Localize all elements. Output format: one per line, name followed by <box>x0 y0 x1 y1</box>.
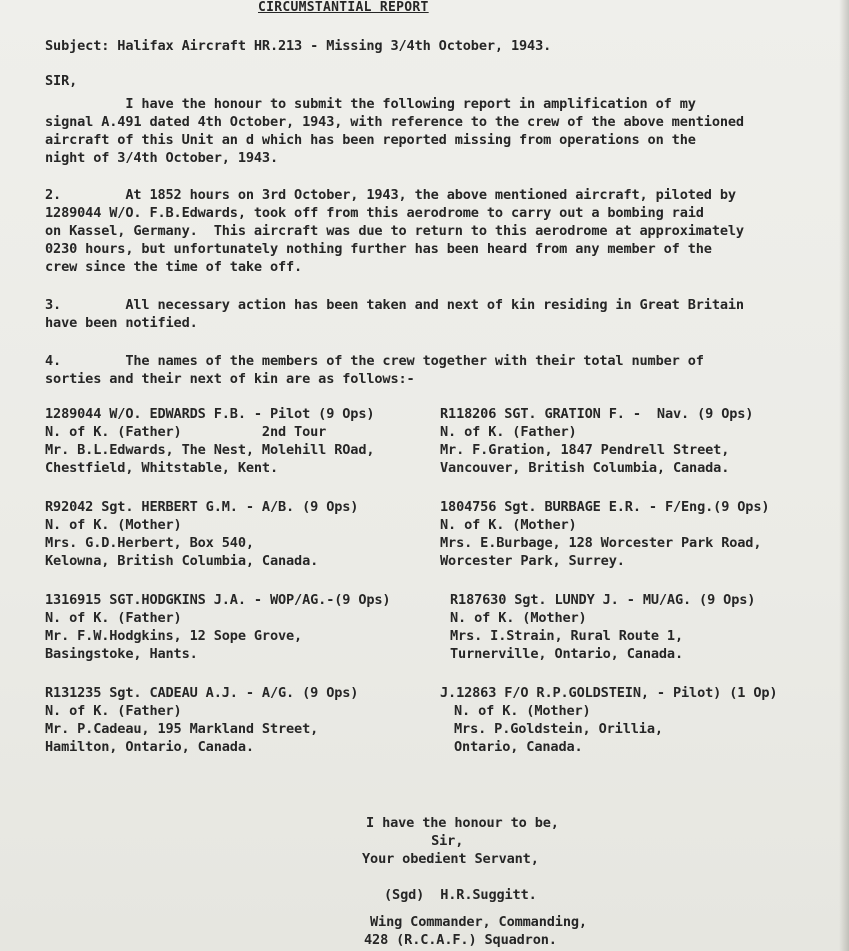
paragraph-line: 0230 hours, but unfortunately nothing further has been heard from any member of the <box>45 241 712 257</box>
page-edge-shadow <box>839 0 849 951</box>
crew-line: Turnerville, Ontario, Canada. <box>450 646 683 662</box>
crew-line: 1316915 SGT.HODGKINS J.A. - WOP/AG.-(9 Ops) <box>45 592 391 608</box>
closing-line: Your obedient Servant, <box>362 851 539 867</box>
crew-line: N. of K. (Father) <box>45 703 182 719</box>
paragraph-line: on Kassel, Germany. This aircraft was due to return to this aerodrome at approximately <box>45 223 744 239</box>
crew-line: 1289044 W/O. EDWARDS F.B. - Pilot (9 Ops) <box>45 406 375 422</box>
crew-line: Kelowna, British Columbia, Canada. <box>45 553 319 569</box>
crew-line: N. of K. (Mother) <box>45 517 182 533</box>
crew-line: N. of K. (Mother) <box>454 703 591 719</box>
paragraph-line: 1289044 W/O. F.B.Edwards, took off from this aerodrome to carry out a bombing raid <box>45 205 704 221</box>
crew-line: Mr. F.Gration, 1847 Pendrell Street, <box>440 442 730 458</box>
crew-line: Mrs. I.Strain, Rural Route 1, <box>450 628 683 644</box>
paragraph-line: I have the honour to submit the following report in amplification of my <box>45 96 696 112</box>
paragraph-line: aircraft of this Unit an d which has been reported missing from operations on the <box>45 132 696 148</box>
crew-line: R131235 Sgt. CADEAU A.J. - A/G. (9 Ops) <box>45 685 359 701</box>
crew-line: Mrs. P.Goldstein, Orillia, <box>454 721 663 737</box>
crew-line: R118206 SGT. GRATION F. - Nav. (9 Ops) <box>440 406 754 422</box>
crew-line: N. of K. (Father) 2nd Tour <box>45 424 327 440</box>
crew-line: Mr. F.W.Hodgkins, 12 Sope Grove, <box>45 628 303 644</box>
crew-line: Hamilton, Ontario, Canada. <box>45 739 254 755</box>
subject-line: Subject: Halifax Aircraft HR.213 - Missing 3/4th October, 1943. <box>45 38 552 54</box>
paragraph-line: 2. At 1852 hours on 3rd October, 1943, the above mentioned aircraft, piloted by <box>45 187 736 203</box>
crew-line: Basingstoke, Hants. <box>45 646 198 662</box>
paragraph-line: signal A.491 dated 4th October, 1943, with reference to the crew of the above mentioned <box>45 114 744 130</box>
paragraph-line: sorties and their next of kin are as follows:- <box>45 371 415 387</box>
closing-line: Sir, <box>407 833 464 849</box>
crew-line: N. of K. (Father) <box>440 424 577 440</box>
paragraph-line: night of 3/4th October, 1943. <box>45 150 278 166</box>
crew-line: Vancouver, British Columbia, Canada. <box>440 460 730 476</box>
crew-line: R187630 Sgt. LUNDY J. - MU/AG. (9 Ops) <box>450 592 756 608</box>
paragraph-line: have been notified. <box>45 315 198 331</box>
paragraph-line: 3. All necessary action has been taken and next of kin residing in Great Britain <box>45 297 744 313</box>
crew-line: N. of K. (Father) <box>45 610 182 626</box>
crew-line: Mr. P.Cadeau, 195 Markland Street, <box>45 721 319 737</box>
paragraph-line: 4. The names of the members of the crew together with their total number of <box>45 353 704 369</box>
closing-line: I have the honour to be, <box>366 815 559 831</box>
crew-line: N. of K. (Mother) <box>440 517 577 533</box>
crew-line: Mrs. E.Burbage, 128 Worcester Park Road, <box>440 535 762 551</box>
report-title: CIRCUMSTANTIAL REPORT <box>258 0 429 15</box>
paragraph-line: crew since the time of take off. <box>45 259 303 275</box>
signature: (Sgd) H.R.Suggitt. <box>384 887 537 903</box>
crew-line: Ontario, Canada. <box>454 739 583 755</box>
rank-line: Wing Commander, Commanding, <box>370 914 587 930</box>
crew-line: J.12863 F/O R.P.GOLDSTEIN, - Pilot) (1 Op) <box>440 685 778 701</box>
crew-line: Chestfield, Whitstable, Kent. <box>45 460 278 476</box>
crew-line: Mrs. G.D.Herbert, Box 540, <box>45 535 254 551</box>
salutation: SIR, <box>45 73 78 89</box>
crew-line: 1804756 Sgt. BURBAGE E.R. - F/Eng.(9 Ops) <box>440 499 770 515</box>
crew-line: N. of K. (Mother) <box>450 610 587 626</box>
rank-line: 428 (R.C.A.F.) Squadron. <box>364 932 557 948</box>
crew-line: Mr. B.L.Edwards, The Nest, Molehill ROad, <box>45 442 375 458</box>
crew-line: R92042 Sgt. HERBERT G.M. - A/B. (9 Ops) <box>45 499 359 515</box>
crew-line: Worcester Park, Surrey. <box>440 553 625 569</box>
